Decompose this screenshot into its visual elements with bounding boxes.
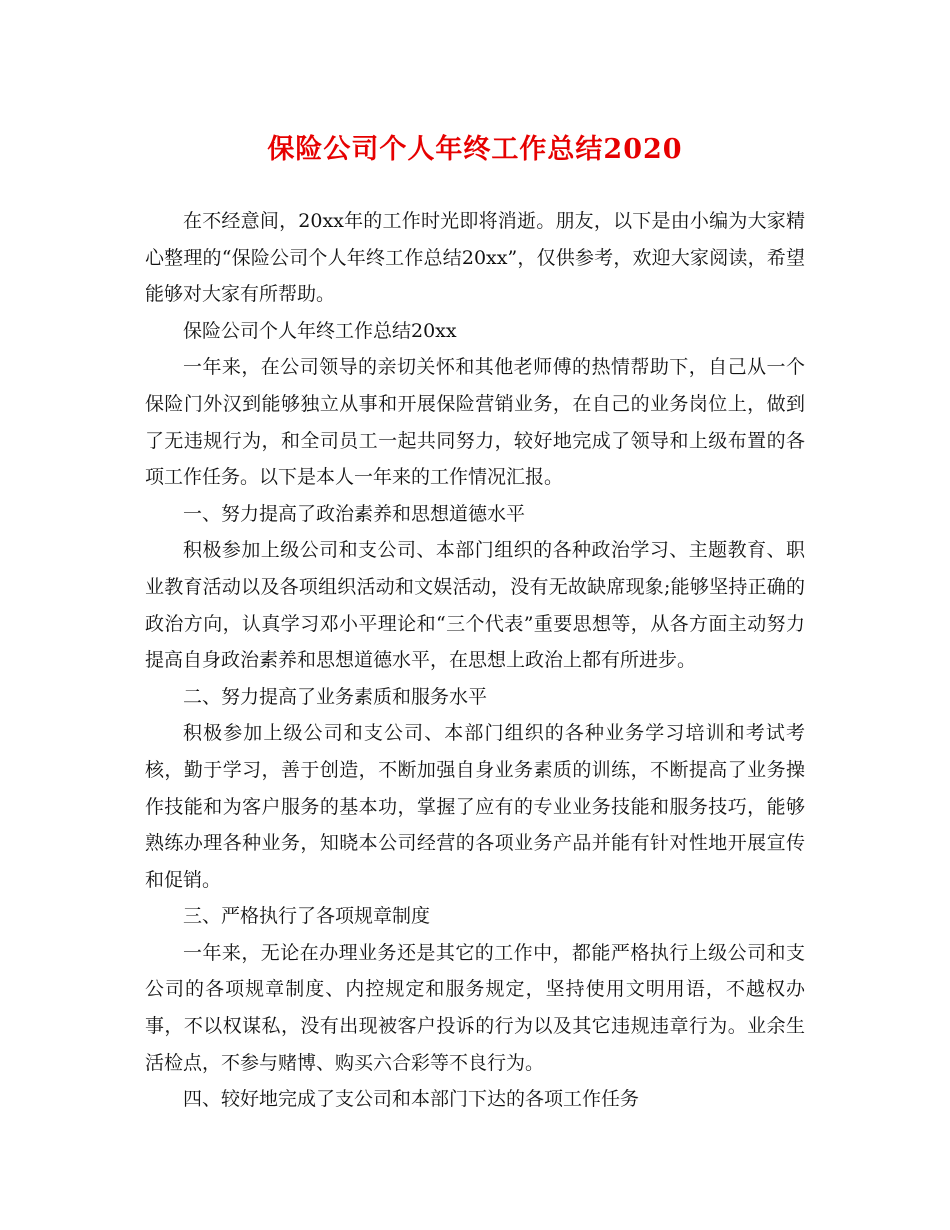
paragraph-section-1: 积极参加上级公司和支公司、本部门组织的各种政治学习、主题教育、职业教育活动以及各项组织活动和文娱活动，没有无故缺席现象;能够坚持正确的政治方向，认真学习邓小平理论和“三个代表”重要思想等，从各方面主动努力提高自身政治素养和思想道德水平，在思想上政治上都有所进步。 <box>145 539 805 672</box>
section-heading-2: 二、努力提高了业务素质和服务水平 <box>183 685 488 708</box>
paragraph-section-3: 一年来，无论在办理业务还是其它的工作中，都能严格执行上级公司和支公司的各项规章制度、内控规定和服务规定，坚持使用文明用语，不越权办事，不以权谋私，没有出现被客户投诉的行为以及其它违规违章行为。业余生活检点，不参与赌博、购买六合彩等不良行为。 <box>145 941 805 1074</box>
paragraph-intro: 在不经意间，20xx年的工作时光即将消逝。朋友，以下是由小编为大家精心整理的“保险公司个人年终工作总结20xx”，仅供参考，欢迎大家阅读，希望能够对大家有所帮助。 <box>145 210 805 306</box>
paragraph-subtitle: 保险公司个人年终工作总结20xx <box>183 319 457 342</box>
paragraph-section-2: 积极参加上级公司和支公司、本部门组织的各种业务学习培训和考试考核，勤于学习，善于创造，不断加强自身业务素质的训练，不断提高了业务操作技能和为客户服务的基本功，掌握了应有的专业业务技能和服务技巧，能够熟练办理各种业务，知晓本公司经营的各项业务产品并能有针对性地开展宣传和促销。 <box>145 722 805 891</box>
section-heading-4: 四、较好地完成了支公司和本部门下达的各项工作任务 <box>183 1088 640 1111</box>
section-heading-3: 三、严格执行了各项规章制度 <box>183 905 431 928</box>
document-body <box>145 203 805 1118</box>
paragraph-overview: 一年来，在公司领导的亲切关怀和其他老师傅的热情帮助下，自己从一个保险门外汉到能够独立从事和开展保险营销业务，在自己的业务岗位上，做到了无违规行为，和全司员工一起共同努力，较好地完成了领导和上级布置的各项工作任务。以下是本人一年来的工作情况汇报。 <box>145 356 805 489</box>
section-heading-1: 一、努力提高了政治素养和思想道德水平 <box>183 502 526 525</box>
document-title: 保险公司个人年终工作总结2020 <box>267 134 683 165</box>
